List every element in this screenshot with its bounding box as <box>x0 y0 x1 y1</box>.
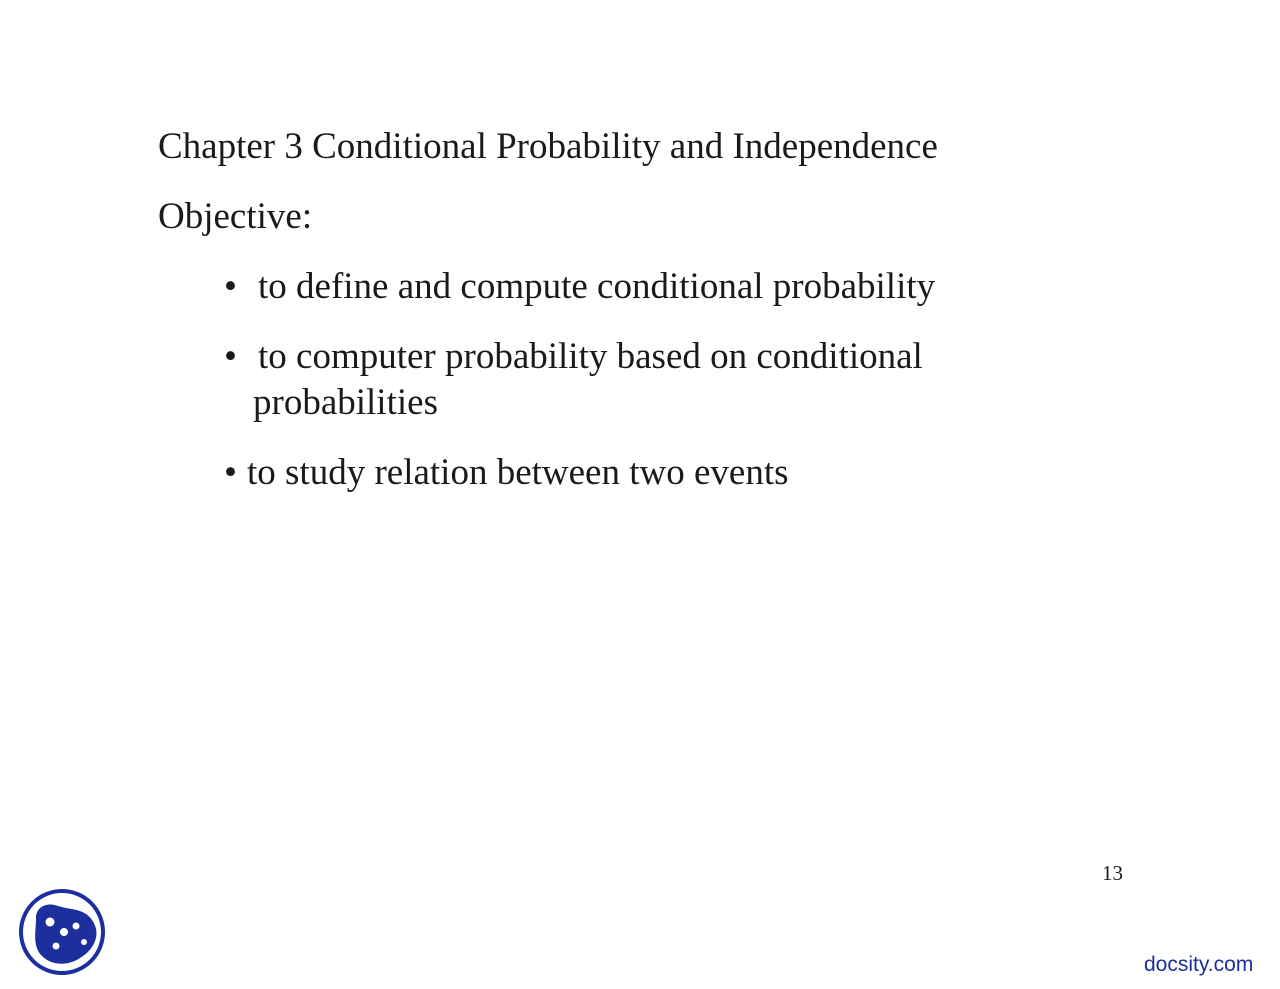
bullet-text: to study relation between two events <box>247 452 789 493</box>
objective-label: Objective: <box>158 196 313 237</box>
bullet-item <box>224 450 789 496</box>
bullet-item <box>224 264 935 310</box>
bullet-text: to computer probability based on conditional <box>258 336 923 377</box>
bullet-item <box>224 334 923 380</box>
page-number: 13 <box>1102 861 1123 885</box>
bullet-text-continuation: probabilities <box>253 382 438 423</box>
bullet-text: to define and compute conditional probability <box>258 266 936 307</box>
docsity-logo-icon[interactable] <box>18 888 106 976</box>
slide-title: Chapter 3 Conditional Probability and Independence <box>158 126 938 167</box>
bullet-point: • <box>224 266 237 307</box>
bullet-point: • <box>224 336 237 377</box>
docsity-brand-link[interactable]: docsity.com <box>1144 953 1254 976</box>
bullet-point: • <box>224 452 237 493</box>
